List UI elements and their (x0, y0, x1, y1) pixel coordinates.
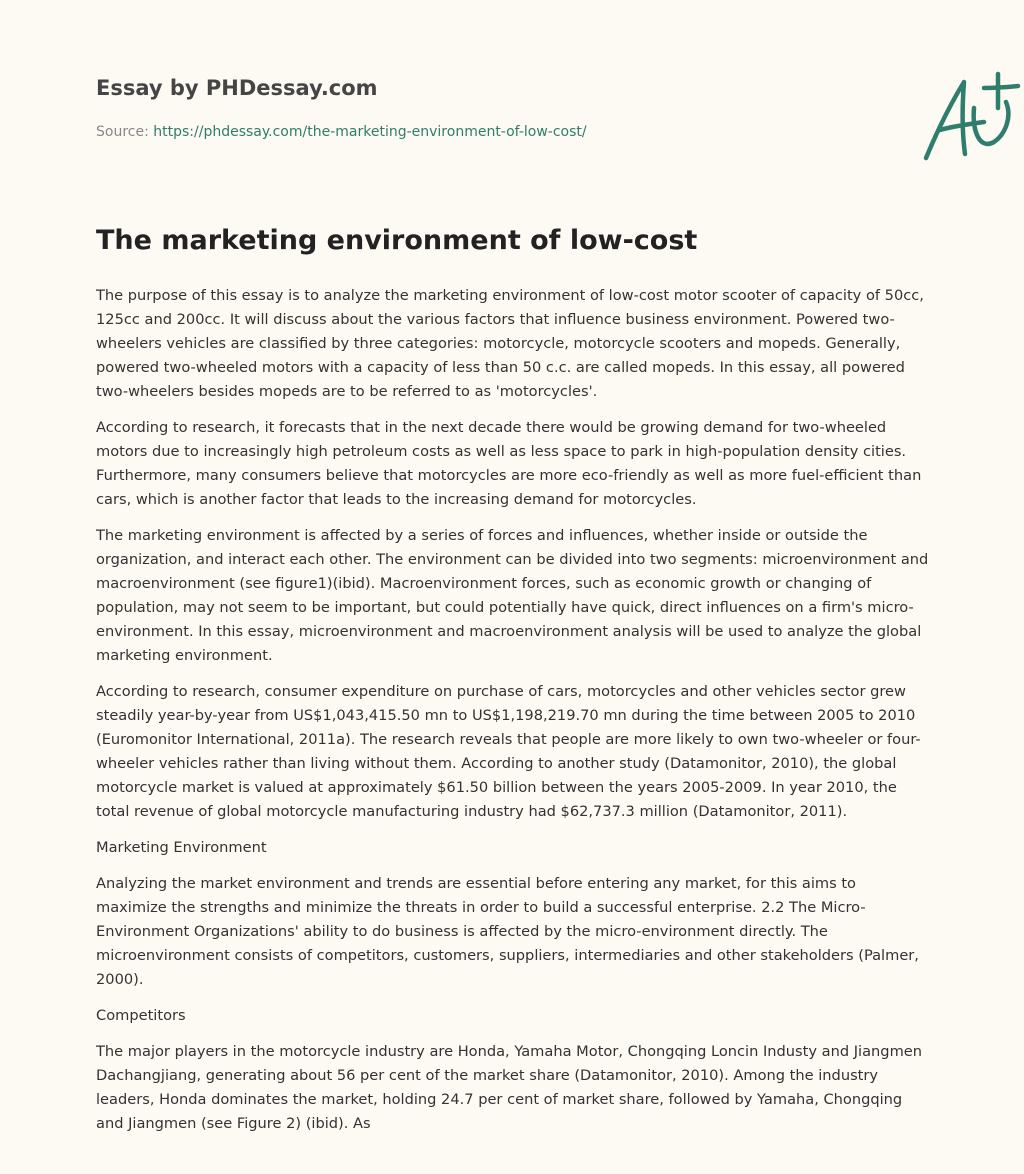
paragraph: According to research, consumer expenditure on purchase of cars, motorcycles and other vehicles sector grew steadily year-by-year from US$1,043,415.50 mn to US$1,198,219.70 mn during the time between 2005 to 2010 (Euromonitor International, 2011a). The research reveals that people are more likely to own two-wheeler or four-wheeler vehicles rather than living without them. According to another study (Datamonitor, 2010), the global motorcycle market is valued at approximately $61.50 billion between the years 2005-2009. In year 2010, the total revenue of global motorcycle manufacturing industry had $62,737.3 million (Datamonitor, 2011). (96, 683, 921, 820)
paragraph: The marketing environment is affected by a series of forces and influences, whether inside or outside the organization, and interact each other. The environment can be divided into two segments: microenvironment and macroenvironment (see figure1)(ibid). Macroenvironment forces, such as economic growth or changing of population, may not seem to be important, but could potentially have quick, direct influences on a firm's micro-environment. In this essay, microenvironment and macroenvironment analysis will be used to analyze the global marketing environment. (96, 527, 929, 664)
paragraph: The purpose of this essay is to analyze the marketing environment of low-cost motor scooter of capacity of 50cc, 125cc and 200cc. It will discuss about the various factors that influence business environment. Powered two-wheelers vehicles are classified by three categories: motorcycle, motorcycle scooters and mopeds. Generally, powered two-wheeled motors with a capacity of less than 50 c.c. are called mopeds. In this essay, all powered two-wheelers besides mopeds are to be referred to as 'motorcycles'. (96, 287, 924, 400)
section-heading: Competitors (96, 1007, 186, 1024)
site-title: Essay by PHDessay.com (96, 76, 378, 100)
essay-title: The marketing environment of low-cost (96, 225, 698, 256)
paragraph: The major players in the motorcycle industry are Honda, Yamaha Motor, Chongqing Loncin Industy and Jiangmen Dachangjiang, generating about 56 per cent of the market share (Datamonitor, 2010). Among the industry leaders, Honda dominates the market, holding 24.7 per cent of market share, followed by Yamaha, Chongqing and Jiangmen (see Figure 2) (ibid). As (96, 1043, 923, 1132)
section-heading: Marketing Environment (96, 839, 267, 856)
essay-body (96, 284, 930, 1148)
source-line (96, 124, 587, 140)
paragraph: Analyzing the market environment and trends are essential before entering any market, for this aims to maximize the strengths and minimize the threats in order to build a successful enterprise. 2.2 The Micro-Environment Organizations' ability to do business is affected by the micro-environment directly. The microenvironment consists of competitors, customers, suppliers, intermediaries and other stakeholders (Palmer, 2000). (96, 875, 919, 988)
source-label: Source: (96, 124, 149, 140)
paragraph: According to research, it forecasts that in the next decade there would be growing demand for two-wheeled motors due to increasingly high petroleum costs as well as less space to park in high-population density cities. Furthermore, many consumers believe that motorcycles are more eco-friendly as well as more fuel-efficient than cars, which is another factor that leads to the increasing demand for motorcycles. (96, 419, 922, 508)
a-plus-logo-icon (918, 68, 1022, 164)
source-link[interactable]: https://phdessay.com/the-marketing-environment-of-low-cost/ (153, 124, 587, 140)
